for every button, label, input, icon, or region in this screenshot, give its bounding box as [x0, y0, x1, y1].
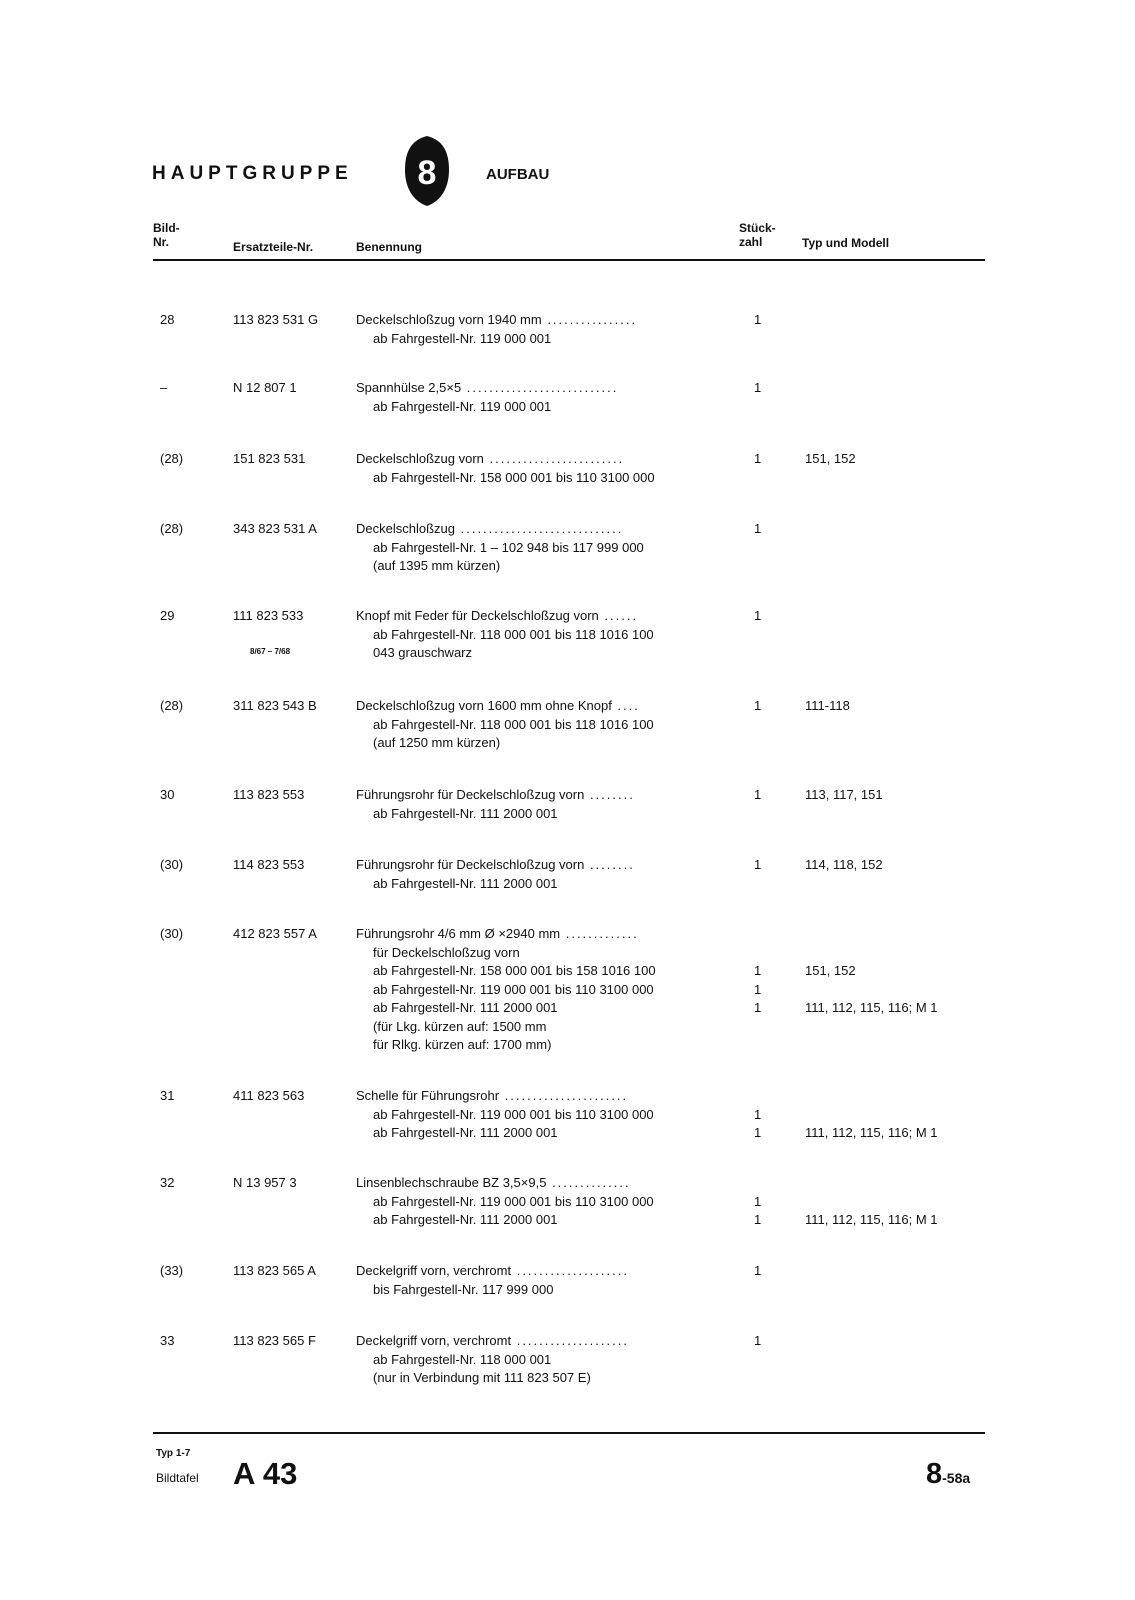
description-title: Spannhülse 2,5×5 — [356, 380, 462, 395]
date-note: 8/67 – 7/68 — [250, 647, 291, 656]
part-number: 311 823 543 B — [233, 698, 317, 713]
bild-number: 29 — [160, 608, 175, 623]
footer-typ: Typ 1-7 — [156, 1448, 191, 1459]
description — [356, 1174, 654, 1230]
description-line: für Deckelschloßzug vorn — [373, 944, 520, 960]
description-line: 043 grauschwarz — [373, 645, 472, 660]
description-title: Linsenblechschraube BZ 3,5×9,5 — [356, 1175, 547, 1190]
part-number: 113 823 531 G — [233, 312, 319, 327]
leader-dots: ........................... — [461, 380, 619, 395]
description — [356, 1332, 629, 1388]
description — [356, 520, 644, 576]
description-line: ab Fahrgestell-Nr. 119 000 001 — [373, 330, 552, 346]
bild-number: 33 — [160, 1333, 175, 1348]
col-head-typ: Typ und Modell — [802, 236, 890, 250]
bild-number: (30) — [160, 857, 184, 872]
typ-modell: 113, 117, 151 — [805, 787, 883, 802]
description-line: ab Fahrgestell-Nr. 119 000 001 — [373, 398, 552, 414]
description-title: Deckelschloßzug vorn 1600 mm ohne Knopf — [356, 698, 612, 713]
quantity: 1 — [754, 1263, 762, 1278]
typ-modell: 111, 112, 115, 116; M 1 — [805, 1125, 938, 1140]
quantity: 1 — [754, 1212, 762, 1227]
quantity: 1 — [754, 1000, 762, 1015]
description-title: Führungsrohr für Deckelschloßzug vorn — [356, 787, 585, 802]
quantity: 1 — [754, 380, 762, 395]
description-title: Führungsrohr 4/6 mm Ø ×2940 mm — [356, 926, 561, 941]
description-line: (auf 1395 mm kürzen) — [373, 558, 501, 573]
quantity: 1 — [754, 981, 762, 997]
quantity: 1 — [754, 1333, 762, 1348]
quantity: 1 — [754, 787, 762, 802]
description-line: für Rlkg. kürzen auf: 1700 mm) — [373, 1037, 552, 1052]
description-line: (für Lkg. kürzen auf: 1500 mm — [373, 1018, 547, 1034]
description — [356, 856, 635, 893]
typ-modell: 111-118 — [805, 698, 850, 713]
leader-dots: ...................... — [499, 1088, 629, 1103]
col-head-part: Ersatzteile-Nr. — [233, 240, 314, 254]
typ-modell: 151, 152 — [805, 451, 856, 466]
footer-bildtafel: A 43 — [233, 1456, 298, 1491]
quantity: 1 — [754, 1106, 762, 1122]
description-line: ab Fahrgestell-Nr. 158 000 001 bis 158 1016 100 — [373, 963, 656, 978]
group-number: 8 — [417, 154, 437, 192]
description-line: (auf 1250 mm kürzen) — [373, 735, 501, 750]
leader-dots: ............. — [560, 926, 639, 941]
description-line: ab Fahrgestell-Nr. 119 000 001 bis 110 3100 000 — [373, 1193, 654, 1209]
description-line: ab Fahrgestell-Nr. 111 2000 001 — [373, 805, 558, 821]
leader-dots: ................ — [541, 312, 638, 327]
part-number: 113 823 553 — [233, 787, 305, 802]
description-title: Schelle für Führungsrohr — [356, 1088, 500, 1103]
header-rule — [153, 259, 985, 261]
bild-number: 28 — [160, 312, 175, 327]
part-number: N 13 957 3 — [233, 1175, 297, 1190]
typ-modell: 111, 112, 115, 116; M 1 — [805, 1000, 938, 1015]
description-line: ab Fahrgestell-Nr. 1 – 102 948 bis 117 999 000 — [373, 539, 644, 555]
part-number: 411 823 563 — [233, 1088, 305, 1103]
leader-dots: .............. — [546, 1175, 631, 1190]
bild-number: (28) — [160, 451, 184, 466]
leader-dots: ........ — [584, 787, 635, 802]
description — [356, 786, 635, 823]
quantity: 1 — [754, 608, 762, 623]
leader-dots: .... — [611, 698, 640, 713]
footer-bildtafel-label: Bildtafel — [156, 1471, 199, 1485]
description-line: ab Fahrgestell-Nr. 118 000 001 bis 118 1016 100 — [373, 626, 654, 642]
description-title: Deckelgriff vorn, verchromt — [356, 1333, 512, 1348]
description — [356, 1087, 654, 1143]
col-head-qty: Stück- zahl — [739, 221, 776, 249]
typ-modell: 111, 112, 115, 116; M 1 — [805, 1212, 938, 1227]
description-line: ab Fahrgestell-Nr. 118 000 001 — [373, 1351, 552, 1367]
part-number: 113 823 565 F — [233, 1333, 316, 1348]
description — [356, 925, 656, 1055]
bild-number: (33) — [160, 1263, 184, 1278]
description-line: ab Fahrgestell-Nr. 111 2000 001 — [373, 875, 558, 891]
quantity: 1 — [754, 698, 762, 713]
part-number: 412 823 557 A — [233, 926, 317, 941]
typ-modell: 151, 152 — [805, 963, 856, 978]
part-number: N 12 807 1 — [233, 380, 297, 395]
bild-number: (28) — [160, 521, 184, 536]
footer-page-number: 8-58a — [926, 1458, 971, 1490]
description-title: Deckelschloßzug vorn 1940 mm — [356, 312, 542, 327]
description-line: ab Fahrgestell-Nr. 111 2000 001 — [373, 1125, 558, 1140]
description — [356, 607, 654, 663]
description — [356, 450, 655, 487]
leader-dots: ........ — [584, 857, 635, 872]
bild-number: (28) — [160, 698, 184, 713]
description-title: Deckelgriff vorn, verchromt — [356, 1263, 512, 1278]
bild-number: 32 — [160, 1175, 175, 1190]
col-head-desc: Benennung — [356, 240, 422, 254]
quantity: 1 — [754, 312, 762, 327]
group-number-badge — [403, 134, 451, 208]
group-label: HAUPTGRUPPE — [152, 163, 353, 184]
description-line: bis Fahrgestell-Nr. 117 999 000 — [373, 1281, 554, 1297]
description-line: ab Fahrgestell-Nr. 158 000 001 bis 110 3100 000 — [373, 469, 655, 485]
leader-dots: ............................. — [455, 521, 624, 536]
typ-modell: 114, 118, 152 — [805, 857, 883, 872]
part-number: 114 823 553 — [233, 857, 305, 872]
bild-number: 31 — [160, 1088, 175, 1103]
part-number: 113 823 565 A — [233, 1263, 316, 1278]
quantity: 1 — [754, 857, 762, 872]
description — [356, 697, 654, 753]
description-title: Führungsrohr für Deckelschloßzug vorn — [356, 857, 585, 872]
quantity: 1 — [754, 451, 762, 466]
description-line: ab Fahrgestell-Nr. 111 2000 001 — [373, 1212, 558, 1227]
description-line: ab Fahrgestell-Nr. 118 000 001 bis 118 1016 100 — [373, 716, 654, 732]
description — [356, 1262, 629, 1299]
description-line: (nur in Verbindung mit 111 823 507 E) — [373, 1370, 591, 1385]
group-name: AUFBAU — [486, 166, 550, 183]
leader-dots: .................... — [511, 1333, 629, 1348]
description — [356, 311, 637, 348]
description-line: ab Fahrgestell-Nr. 111 2000 001 — [373, 1000, 558, 1015]
quantity: 1 — [754, 1193, 762, 1209]
badge-shape-icon — [403, 134, 451, 208]
part-number: 151 823 531 — [233, 451, 306, 466]
description-line: ab Fahrgestell-Nr. 119 000 001 bis 110 3100 000 — [373, 981, 654, 997]
quantity: 1 — [754, 963, 762, 978]
col-head-bild: Bild- Nr. — [153, 221, 180, 249]
quantity: 1 — [754, 1125, 762, 1140]
leader-dots: .................... — [511, 1263, 629, 1278]
bild-number: – — [160, 380, 168, 395]
leader-dots: ...... — [598, 608, 639, 623]
description-title: Deckelschloßzug vorn — [356, 451, 484, 466]
description-title: Deckelschloßzug — [356, 521, 455, 536]
footer-rule — [153, 1432, 985, 1434]
bild-number: 30 — [160, 787, 175, 802]
part-number: 111 823 533 — [233, 608, 304, 623]
description — [356, 379, 618, 416]
leader-dots: ........................ — [483, 451, 625, 466]
description-line: ab Fahrgestell-Nr. 119 000 001 bis 110 3100 000 — [373, 1106, 654, 1122]
quantity: 1 — [754, 521, 762, 536]
description-title: Knopf mit Feder für Deckelschloßzug vorn — [356, 608, 599, 623]
part-number: 343 823 531 A — [233, 521, 317, 536]
bild-number: (30) — [160, 926, 184, 941]
